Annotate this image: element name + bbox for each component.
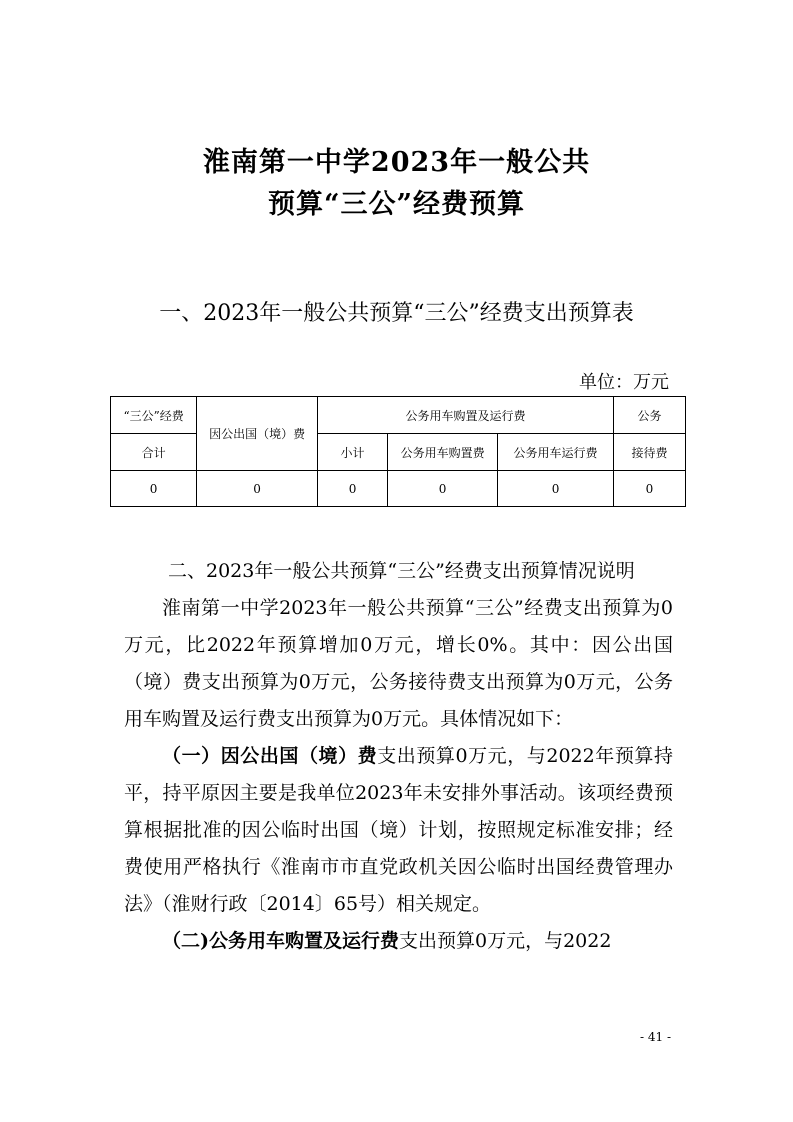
header-vehicle-operation: 公务用车运行费 xyxy=(498,434,614,471)
paragraph-summary: 淮南第一中学2023年一般公共预算“三公”经费支出预算为0万元，比2022年预算增加0万元，增长0%。其中：因公出国（境）费支出预算为0万元，公务接待费支出预算为0万元，公务用车购置及运行费支出预算为0万元。具体情况如下： xyxy=(124,597,673,730)
page-number: - 41 - xyxy=(639,1030,671,1044)
cell-total: 0 xyxy=(111,471,197,507)
header-abroad: 因公出国（境）费 xyxy=(197,397,318,471)
paragraph-vehicle xyxy=(124,923,673,960)
budget-table xyxy=(110,396,686,507)
page-title-line-1: 淮南第一中学2023年一般公共 xyxy=(202,147,591,178)
header-reception-top: 公务 xyxy=(613,397,685,434)
paragraph-abroad xyxy=(124,738,673,923)
paragraph-abroad-heading: （一）因公出国（境）费 xyxy=(162,745,378,767)
header-total-bottom: 合计 xyxy=(111,434,197,471)
table-row xyxy=(111,471,686,507)
paragraph-vehicle-heading: （二)公务用车购置及运行费 xyxy=(162,930,399,952)
unit-label: 单位：万元 xyxy=(579,372,669,393)
paragraph-abroad-text: 支出预算0万元，与2022年预算持平，持平原因主要是我单位2023年未安排外事活动。该项经费预算根据批准的因公临时出国（境）计划，按照规定标准安排；经费使用严格执行《淮南市市直党政机关因公临时出国经费管理办法》（淮财行政〔2014〕65号）相关规定。 xyxy=(124,745,673,915)
header-vehicle-purchase: 公务用车购置费 xyxy=(388,434,498,471)
header-total-top: “三公”经费 xyxy=(111,397,197,434)
header-reception-bottom: 接待费 xyxy=(613,434,685,471)
cell-vehicle-operation: 0 xyxy=(498,471,614,507)
cell-vehicle-purchase: 0 xyxy=(388,471,498,507)
paragraph-vehicle-text: 支出预算0万元，与2022 xyxy=(399,930,612,952)
table-header-row xyxy=(111,397,686,434)
section-2-heading: 二、2023年一般公共预算“三公”经费支出预算情况说明 xyxy=(168,560,635,582)
section-2-body xyxy=(124,590,673,960)
header-vehicle: 公务用车购置及运行费 xyxy=(317,397,613,434)
page-title-line-2: 预算“三公”经费预算 xyxy=(267,189,526,220)
section-1-heading: 一、2023年一般公共预算“三公”经费支出预算表 xyxy=(159,301,634,326)
cell-reception: 0 xyxy=(613,471,685,507)
cell-abroad: 0 xyxy=(197,471,318,507)
header-subtotal: 小计 xyxy=(317,434,387,471)
cell-subtotal: 0 xyxy=(317,471,387,507)
